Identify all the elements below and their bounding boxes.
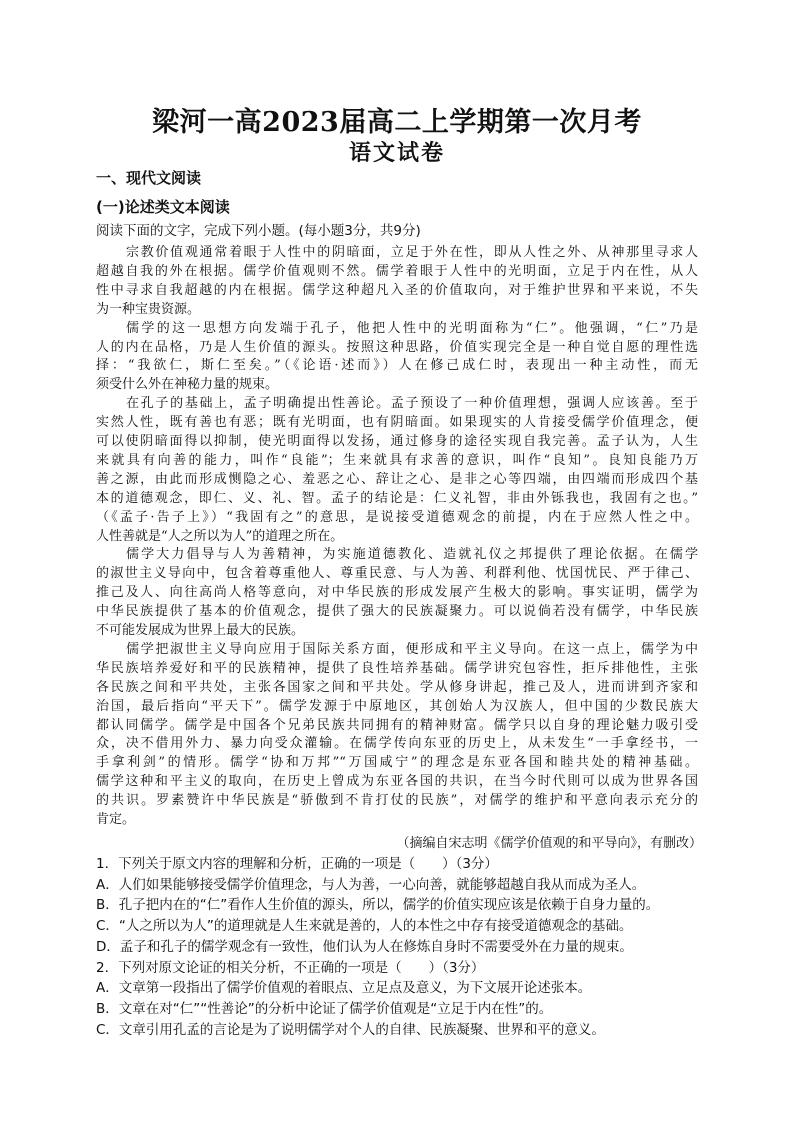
question-option: D．孟子和孔子的儒学观念有一致性，他们认为人在修炼自身时不需要受外在力量的规束。 <box>96 938 633 955</box>
passage-line: 儒学的这一思想方向发端于孔子，他把人性中的光明面称为“仁”。他强调，“仁”乃是 <box>126 320 698 336</box>
passage-source: （摘编自宋志明《儒学价值观的和平导向》，有删改） <box>396 836 702 851</box>
passage-line: 本的道德观念，即仁、义、礼、智。孟子的结论是：仁义礼智，非由外铄我也，我固有之也。” <box>96 490 698 506</box>
passage-line: 择：“我欲仁，斯仁至矣。”（《论语·述而》）人在修己成仁时，表现出一种主动性，而无 <box>96 358 698 374</box>
section-heading: 一、现代文阅读 <box>96 169 202 187</box>
passage-line: 推己及人、向往高尚人格等意向，对中华民族的形成发展产生极大的影响。事实证明，儒学为 <box>96 585 698 601</box>
passage-line: （《孟子·告子上》）“我固有之”的意思，是说接受道德观念的前提，内在于应然人性之中。 <box>96 509 698 525</box>
question-option: A．文章第一段指出了儒学价值观的着眼点、立足点及意义，为下文展开论述张本。 <box>96 980 592 997</box>
passage-line: 儒学大力倡导与人为善精神，为实施道德教化、造就礼仪之邦提供了理论依据。在儒学 <box>126 547 698 563</box>
section-intro: 阅读下面的文字，完成下列小题。(每小题3分，共9分) <box>96 223 421 239</box>
passage-line: 儒学把淑世主义导向应用于国际关系方面，便形成和平主义导向。在这一点上，儒学为中 <box>126 641 698 657</box>
exam-title: 梁河一高2023届高二上学期第一次月考 <box>152 107 642 138</box>
passage-line: 中华民族提供了基本的价值观念，提供了强大的民族凝聚力。可以说倘若没有儒学，中华民族 <box>96 604 698 620</box>
passage-line: 都认同儒学。儒学是中国各个兄弟民族共同拥有的精神财富。儒学只以自身的理论魅力吸引受 <box>96 717 698 733</box>
passage-line: 宗教价值观通常着眼于人性中的阴暗面，立足于外在性，即从人性之外、从神那里寻求人 <box>126 245 698 260</box>
passage-line: 不可能发展成为世界上最大的民族。 <box>96 623 305 638</box>
question-option: B．孔子把内在的“仁”看作人生价值的源头，所以，儒学的价值实现应该是依赖于自身力量的。 <box>96 897 660 914</box>
passage-line: 肯定。 <box>96 812 136 827</box>
question-stem: 1．下列关于原文内容的理解和分析，正确的一项是（ ）（3分） <box>96 856 498 872</box>
passage-line: 治国，最后指向“平天下”。儒学发源于中原地区，其创始人为汉族人，但中国的少数民族大 <box>96 698 698 714</box>
passage-line: 实然人性，既有善也有恶；既有光明面，也有阴暗面。如果现实的人肯接受儒学价值理念，便 <box>96 415 698 431</box>
passage-line: 在孔子的基础上，孟子明确提出性善论。孟子预设了一种价值理想，强调人应该善。至于 <box>126 396 698 412</box>
passage-line: 为一种宝贵资源。 <box>96 301 201 317</box>
passage-line: 来就具有向善的能力，叫作“良能”；生来就具有求善的意识，叫作“良知”。良知良能乃万 <box>96 452 698 468</box>
question-stem: 2．下列对原文论证的相关分析，不正确的一项是（ ）（3分） <box>96 959 485 976</box>
passage-line: 众，决不借用外力、暴力向受众灌输。在儒学传向东亚的历史上，从未发生“一手拿经书，一 <box>96 736 698 752</box>
passage-line: 人性善就是“人之所以为人”的道理之所在。 <box>96 528 344 544</box>
passage-line: 华民族培养爱好和平的民族精神，提供了良性培养基础。儒学讲究包容性，拒斥排他性，主张 <box>96 660 698 676</box>
section-subheading: (一)论述类文本阅读 <box>96 198 230 216</box>
passage-line: 可以使阴暗面得以抑制，使光明面得以发扬，通过修身的途径实现自我完善。孟子认为，人生 <box>96 434 698 449</box>
passage-line: 善之源，由此而形成恻隐之心、羞恶之心、辞让之心、是非之心等四端，由四端而形成四个基 <box>96 471 698 487</box>
passage-line: 各民族之间和平共处，主张各国家之间和平共处。学从修身讲起，推己及人，进而讲到齐家和 <box>96 679 698 695</box>
question-option: C．“人之所以为人”的道理就是人生来就是善的，人的本性之中存有接受道德观念的基础。 <box>96 918 633 935</box>
passage-line: 性中寻求自我超越的内在根据。儒学这种超凡入圣的价值取向，对于维护世界和平来说，不失 <box>96 282 698 298</box>
passage-line: 儒学这种和平主义的取向，在历史上曾成为东亚各国的共识，在当今时代則可以成为世界各国 <box>96 774 698 790</box>
question-option: B．文章在对“仁”“性善论”的分析中论证了儒学价值观是“立足于内在性”的。 <box>96 1000 553 1017</box>
passage-line: 人的内在品格，乃是人生价值的源头。按照这种思路，价值实现完全是一种自觉自愿的理性选 <box>96 339 698 355</box>
question-option: C．文章引用孔孟的言论是为了说明儒学对个人的自律、民族凝聚、世界和平的意义。 <box>96 1021 605 1038</box>
exam-subtitle: 语文试卷 <box>348 140 445 166</box>
passage-line: 手拿利剑”的情形。儒学“协和万邦”“万国咸宁”的理念是东亚各国和睦共处的精神基础。 <box>96 755 698 771</box>
passage-line: 的共识。罗素赞许中华民族是“骄傲到不肯打仗的民族”，对儒学的维护和平意向表示充分的 <box>96 793 698 809</box>
passage-line: 超越自我的外在根据。儒学价值观则不然。儒学着眼于人性中的光明面，立足于内在性，从人 <box>96 263 698 279</box>
passage-line: 的淑世主义导向中，包含着尊重他人、尊重民意、与人为善、利群利他、忧国忧民、严于律己、 <box>96 566 698 582</box>
question-option: A．人们如果能够接受儒学价值理念，与人为善，一心向善，就能够超越自我从而成为圣人。 <box>96 876 646 893</box>
passage-line: 须受什么外在神秘力量的规束。 <box>96 377 279 393</box>
